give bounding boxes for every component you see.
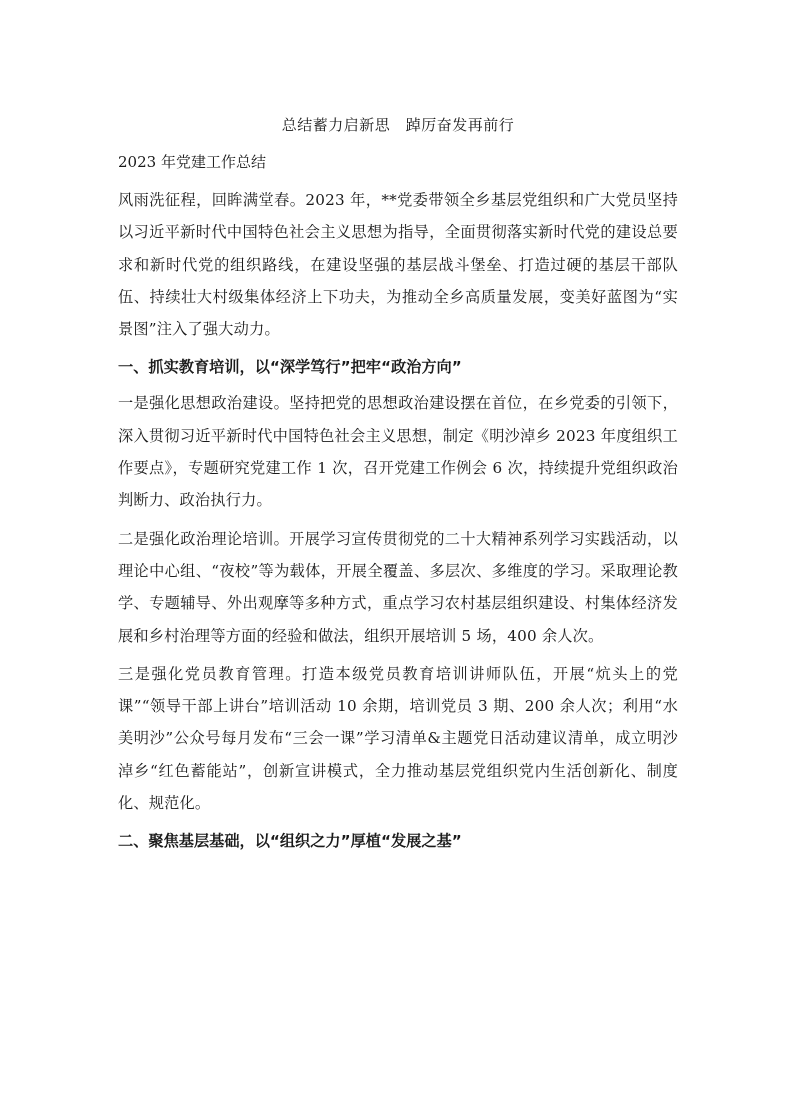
section-1-paragraph-3: 三是强化党员教育管理。打造本级党员教育培训讲师队伍，开展“炕头上的党课”“领导干部上讲台”培训活动 10 余期，培训党员 3 期、200 余人次；利用“水美明沙”公众号每月发布“三会一课”学习清单&主题党日活动建议清单，成立明沙淖乡“红色蓄能站”，创新宣讲模式，全力推动基层党组织党内生活创新化、制度化、规范化。 [118, 664, 678, 813]
document-title: 总结蓄力启新思 踔厉奋发再前行 [281, 116, 515, 134]
section-1-heading: 一、抓实教育培训，以“深学笃行”把牢“政治方向” [118, 358, 462, 377]
document-body [118, 113, 678, 861]
document-subtitle: 2023 年党建工作总结 [118, 153, 266, 171]
section-1-paragraph-2: 二是强化政治理论培训。开展学习宣传贯彻党的二十大精神系列学习实践活动，以理论中心组、“夜校”等为载体，开展全覆盖、多层次、多维度的学习。采取理论教学、专题辅导、外出观摩等多种方式，重点学习农村基层组织建设、村集体经济发展和乡村治理等方面的经验和做法，组织开展培训 5 场，400 余人次。 [118, 529, 678, 645]
section-1-paragraph-1: 一是强化思想政治建设。坚持把党的思想政治建设摆在首位，在乡党委的引领下，深入贯彻习近平新时代中国特色社会主义思想，制定《明沙淖乡 2023 年度组织工作要点》，专题研究党建工作 1 次，召开党建工作例会 6 次，持续提升党组织政治判断力、政治执行力。 [118, 394, 678, 510]
intro-paragraph: 风雨洗征程，回眸满堂春。2023 年，**党委带领全乡基层党组织和广大党员坚持以习近平新时代中国特色社会主义思想为指导，全面贯彻落实新时代党的建设总要求和新时代党的组织路线，在建设坚强的基层战斗堡垒、打造过硬的基层干部队伍、持续壮大村级集体经济上下功夫，为推动全乡高质量发展，变美好蓝图为“实景图”注入了强大动力。 [118, 191, 678, 339]
section-2-heading: 二、聚焦基层基础，以“组织之力”厚植“发展之基” [118, 832, 462, 851]
